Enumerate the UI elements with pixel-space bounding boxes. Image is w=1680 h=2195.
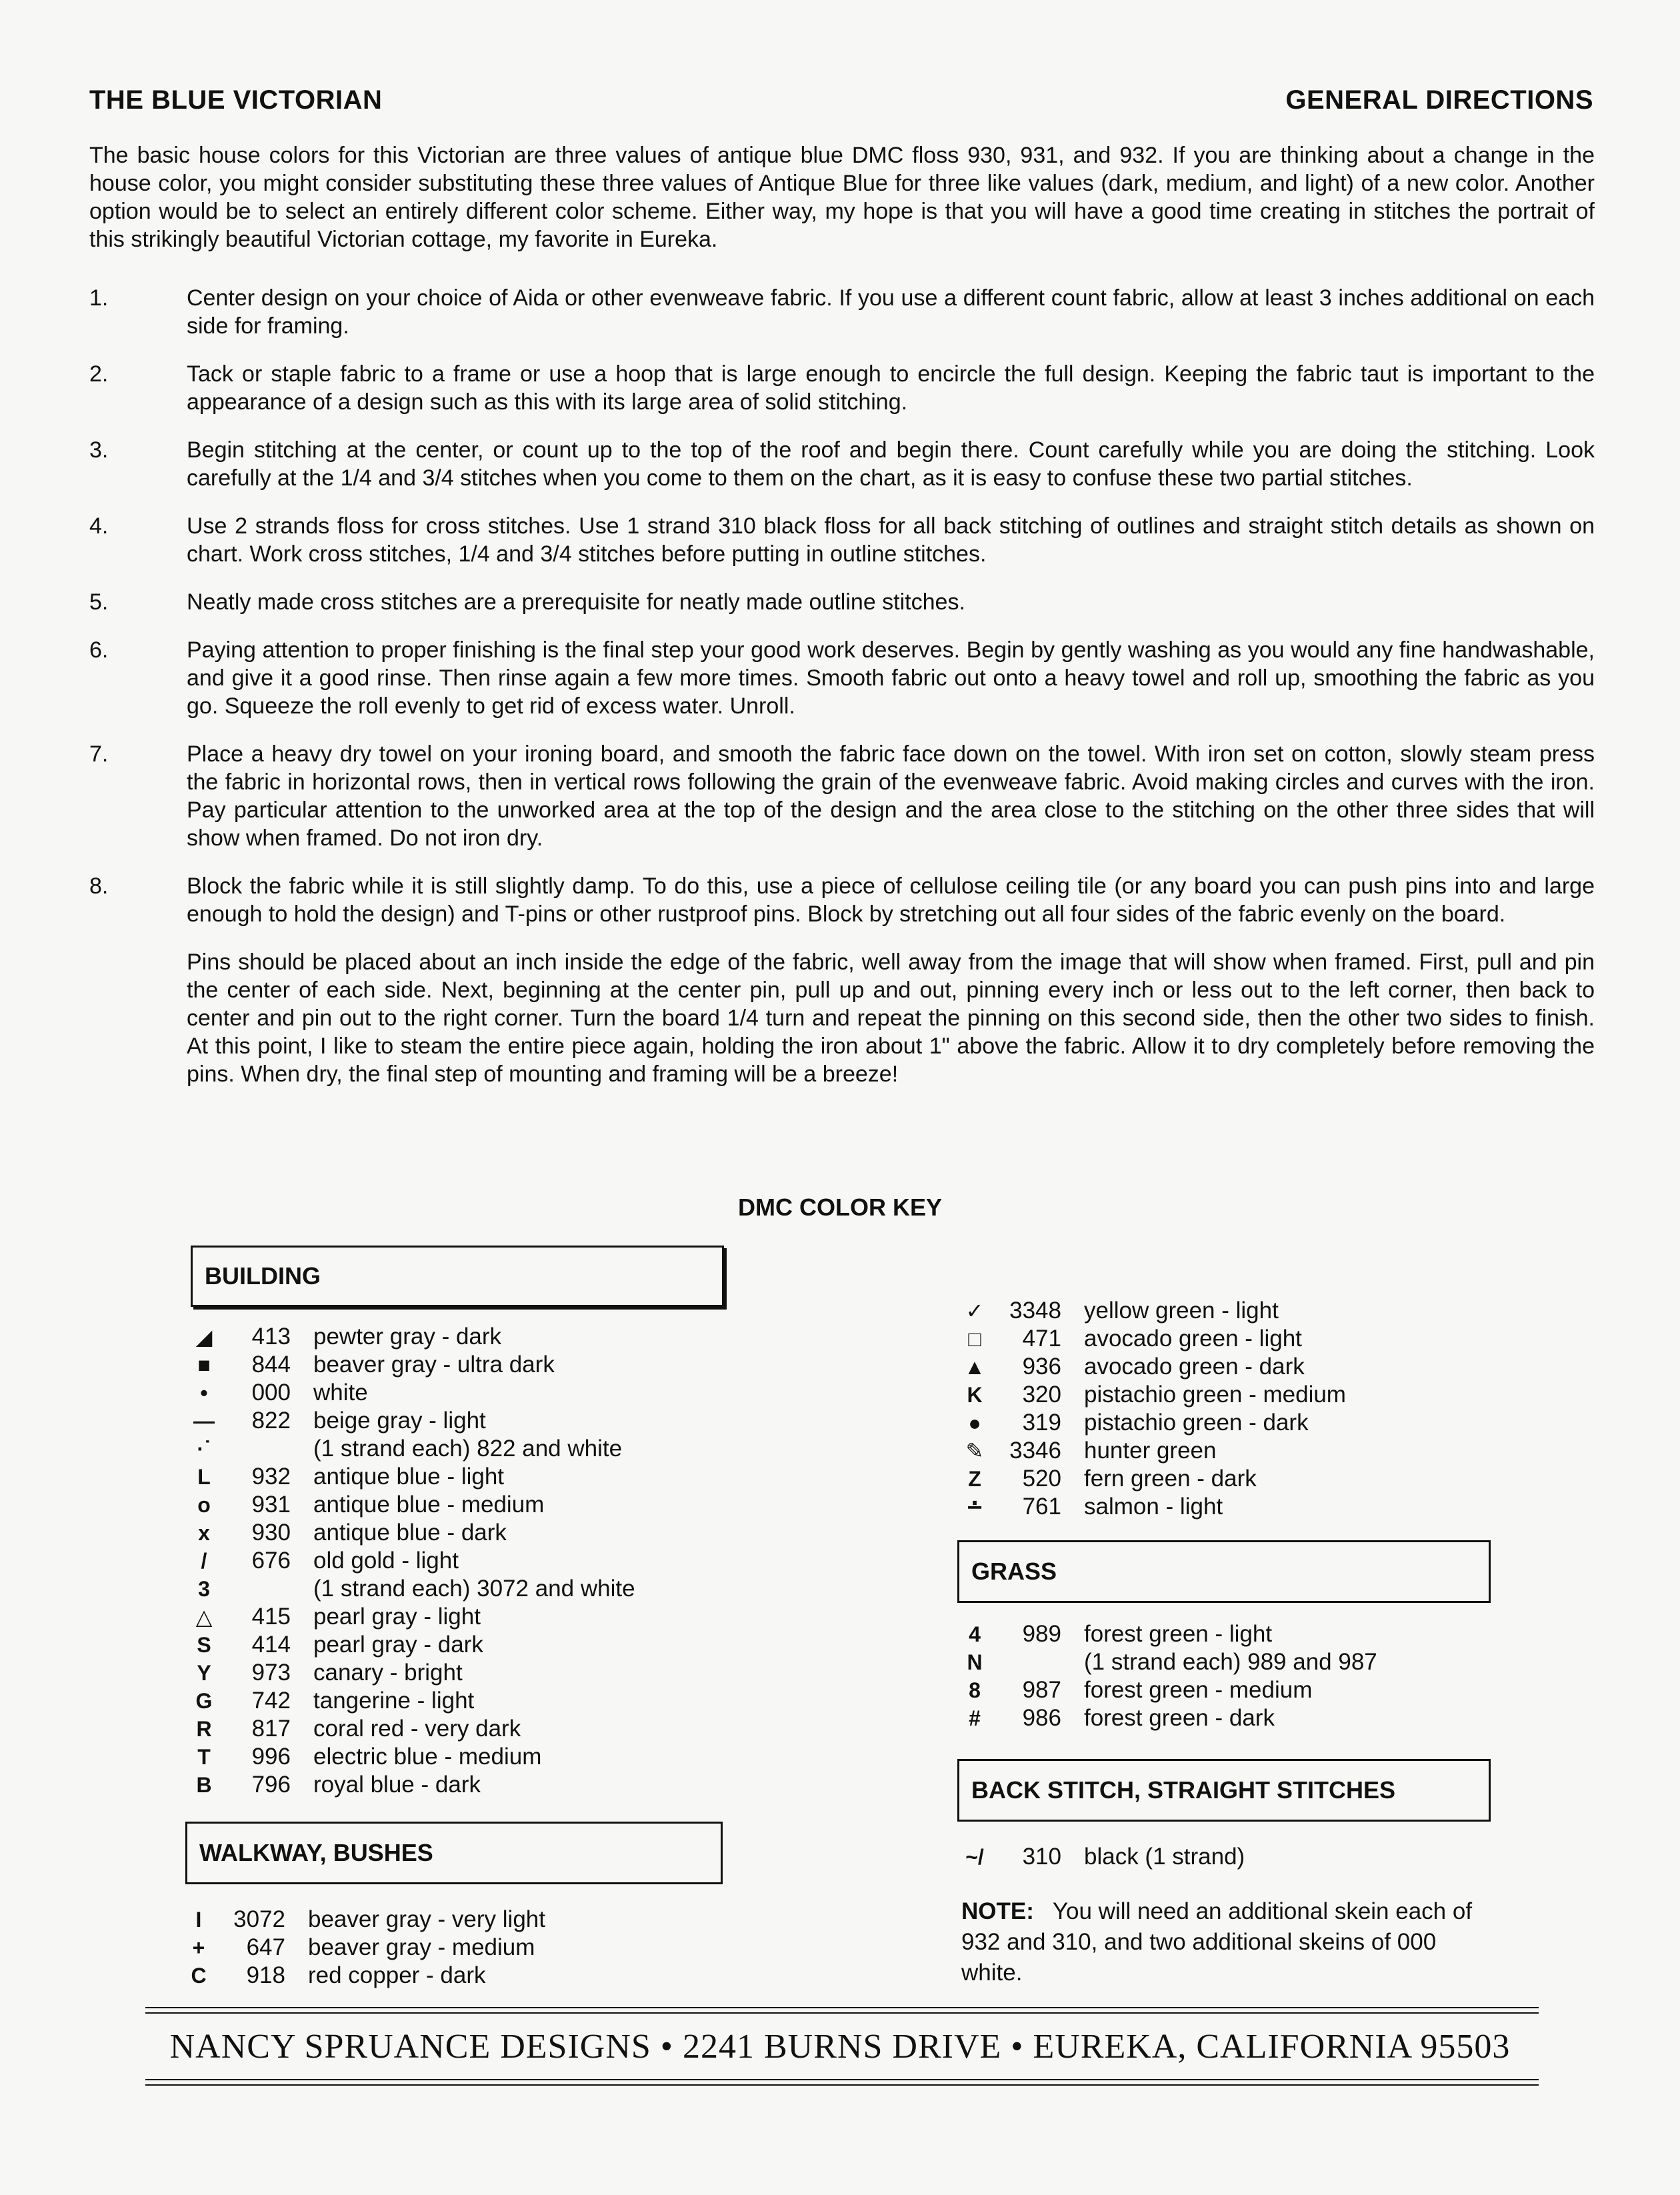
color-key-row [961, 1353, 1346, 1381]
direction-step [89, 436, 1595, 492]
color-name: pewter gray - dark [313, 1324, 502, 1350]
color-key-row [185, 1906, 545, 1934]
step-number: 1. [89, 285, 109, 311]
color-name: beaver gray - very light [308, 1906, 545, 1932]
dmc-number: 310 [1022, 1844, 1061, 1870]
trees-key-list [961, 1297, 1346, 1521]
dmc-number: 931 [251, 1492, 291, 1518]
color-key-row [191, 1771, 635, 1799]
color-name: pistachio green - dark [1084, 1410, 1309, 1436]
color-name: avocado green - light [1084, 1326, 1302, 1352]
dmc-number: 930 [251, 1520, 291, 1546]
stitch-symbol: G [195, 1688, 213, 1713]
color-name: beige gray - light [313, 1408, 486, 1434]
color-name: (1 strand each) 822 and white [313, 1436, 623, 1462]
color-name: coral red - very dark [313, 1716, 521, 1742]
color-key-row [961, 1843, 1245, 1871]
footer-rule-top-2 [145, 2012, 1539, 2014]
color-key-row [961, 1297, 1346, 1325]
dmc-number: 319 [1022, 1410, 1061, 1436]
step-number: 6. [89, 637, 109, 663]
color-key-row [191, 1323, 635, 1351]
grass-key-list [961, 1620, 1377, 1732]
grass-heading: GRASS [971, 1558, 1057, 1585]
footer-rule-top [145, 2007, 1539, 2008]
dmc-number: 471 [1022, 1326, 1061, 1352]
stitch-symbol: R [196, 1716, 212, 1741]
stitch-symbol: o [197, 1492, 211, 1517]
stitch-symbol: # [969, 1706, 981, 1730]
color-name: forest green - medium [1084, 1677, 1313, 1703]
color-name: antique blue - dark [313, 1520, 507, 1546]
step-text: Tack or staple fabric to a frame or use a hoop that is large enough to encircle the full design. Keeping the fabric taut is important to the appearance of a design such as this with its large area of solid stitching. [187, 361, 1595, 415]
footer-rule-bottom-2 [145, 2084, 1539, 2086]
color-key-row [961, 1648, 1377, 1676]
stitch-symbol: B [196, 1772, 212, 1797]
color-name: pearl gray - dark [313, 1632, 483, 1658]
color-key-row [191, 1519, 635, 1547]
color-name: avocado green - dark [1084, 1354, 1305, 1380]
dmc-number: 647 [246, 1934, 285, 1960]
color-key-row [961, 1676, 1377, 1704]
color-name: (1 strand each) 989 and 987 [1084, 1649, 1377, 1675]
stitch-symbol: I [195, 1907, 202, 1932]
color-name: old gold - light [313, 1548, 459, 1574]
step-text: Place a heavy dry towel on your ironing board, and smooth the fabric face down on the towel. With iron set on cotton, slowly steam press the fabric in horizontal rows, then in vertical rows following the grain of the evenweave fabric. Avoid making circles and curves with the iron. Pay particular attention to the unworked area at the top of the design and the area close to the stitching on the other three sides that will show when framed. Do not iron dry. [187, 741, 1595, 851]
document-title: THE BLUE VICTORIAN [89, 85, 383, 115]
dmc-number: 932 [251, 1464, 291, 1490]
dmc-number: 3346 [1009, 1438, 1061, 1464]
color-name: yellow green - light [1084, 1298, 1279, 1324]
dmc-number: 822 [251, 1408, 291, 1434]
color-key-row [191, 1407, 635, 1435]
direction-step [89, 284, 1595, 340]
color-key-row [191, 1547, 635, 1575]
color-name: pearl gray - light [313, 1604, 481, 1630]
stitch-symbol: ■ [197, 1352, 211, 1377]
stitch-symbol: △ [195, 1605, 213, 1629]
step-text: Center design on your choice of Aida or other evenweave fabric. If you use a different count fabric, allow at least 3 inches additional on each side for framing. [187, 285, 1595, 339]
stitch-symbol: L [197, 1464, 211, 1489]
dmc-number: 676 [251, 1548, 291, 1574]
backstitch-key-list [961, 1843, 1245, 1871]
stitch-symbol: C [191, 1963, 207, 1988]
color-name: canary - bright [313, 1660, 463, 1686]
color-key-row [185, 1962, 545, 1990]
grass-heading-box [957, 1540, 1491, 1603]
color-key-row [191, 1435, 635, 1463]
dmc-number: 520 [1022, 1466, 1061, 1492]
color-key-row [191, 1351, 635, 1379]
color-key-row [961, 1620, 1377, 1648]
stitch-symbol: ·˙ [197, 1436, 211, 1461]
stitch-symbol: N [967, 1650, 983, 1674]
color-name: pistachio green - medium [1084, 1382, 1346, 1408]
stitch-symbol: K [967, 1382, 983, 1407]
color-key-row [961, 1465, 1346, 1493]
step-number: 3. [89, 437, 109, 463]
stitch-symbol: ▲ [964, 1354, 985, 1379]
footer-address: NANCY SPRUANCE DESIGNS • 2241 BURNS DRIVE • EUREKA, CALIFORNIA 95503 [169, 2028, 1511, 2066]
building-heading-box [191, 1246, 724, 1307]
color-key-row [191, 1687, 635, 1715]
color-name: electric blue - medium [313, 1744, 542, 1770]
note-text: You will need an additional skein each of 932 and 310, and two additional skeins of 000 white. [961, 1898, 1473, 1986]
color-key-row [961, 1437, 1346, 1465]
dmc-number: 986 [1022, 1705, 1061, 1731]
dmc-number: 415 [251, 1604, 291, 1630]
stitch-symbol: ✓ [965, 1299, 984, 1323]
dmc-number: 844 [251, 1352, 291, 1378]
stitch-symbol: Z [968, 1466, 981, 1491]
dmc-number: 320 [1022, 1382, 1061, 1408]
dmc-number: 3348 [1009, 1298, 1061, 1324]
color-key-row [191, 1463, 635, 1491]
dmc-number: 000 [251, 1380, 291, 1406]
color-name: hunter green [1084, 1438, 1217, 1464]
stitch-symbol: ∸ [965, 1495, 984, 1519]
directions-list [89, 284, 1595, 1088]
walkway-key-list [185, 1906, 545, 1990]
color-key-row [191, 1603, 635, 1631]
step-text: Begin stitching at the center, or count up to the top of the roof and begin there. Count carefully while you are doing the stitching. Look carefully at the 1/4 and 3/4 stitches when you come to them on the chart, as it is easy to confuse these two partial stitches. [187, 437, 1595, 491]
backstitch-heading-box [957, 1759, 1491, 1822]
stitch-symbol: T [197, 1744, 211, 1769]
color-name: white [313, 1380, 368, 1406]
color-key-row [961, 1325, 1346, 1353]
dmc-number: 413 [251, 1324, 291, 1350]
footer-rule-bottom [145, 2079, 1539, 2080]
walkway-heading: WALKWAY, BUSHES [199, 1839, 433, 1866]
stitch-symbol: 3 [198, 1576, 210, 1601]
color-key-title: DMC COLOR KEY [738, 1194, 942, 1221]
color-name: antique blue - medium [313, 1492, 545, 1518]
stitch-symbol: ~/ [965, 1844, 984, 1869]
dmc-number: 761 [1022, 1494, 1061, 1520]
stitch-symbol: ◢ [195, 1325, 213, 1349]
backstitch-heading: BACK STITCH, STRAIGHT STITCHES [971, 1776, 1395, 1804]
stitch-symbol: — [193, 1408, 215, 1433]
color-name: royal blue - dark [313, 1772, 481, 1798]
step-text: Neatly made cross stitches are a prerequisite for neatly made outline stitches. [187, 589, 965, 615]
color-name: forest green - light [1084, 1621, 1273, 1647]
stitch-symbol: ● [968, 1410, 981, 1435]
direction-step [89, 636, 1595, 720]
step-text: Block the fabric while it is still slightly damp. To do this, use a piece of cellulose ceiling tile (or any board you can push pins into and large enough to hold the design) and T-pins or other rustproof pins. Block by stretching out all four sides of the fabric evenly on the board. [187, 873, 1595, 927]
color-name: black (1 strand) [1084, 1844, 1245, 1870]
note-label: NOTE: [961, 1898, 1034, 1924]
dmc-number: 3072 [233, 1906, 285, 1932]
dmc-number: 796 [251, 1772, 291, 1798]
step-number: 4. [89, 513, 109, 539]
color-key-row [191, 1743, 635, 1771]
color-name: red copper - dark [308, 1962, 486, 1988]
step-8-continuation: Pins should be placed about an inch inside the edge of the fabric, well away from the image that will show when framed. First, pull and pin the center of each side. Next, beginning at the center pin, pull up and out, pinning every inch or less out to the left corner, then back to center and pin out to the right corner. Turn the board 1/4 turn and repeat the pinning on this second side, then the other two sides to finish. At this point, I like to steam the entire piece again, holding the iron about 1" above the fabric. Allow it to dry completely before removing the pins. When dry, the final step of mounting and framing will be a breeze! [187, 949, 1595, 1087]
section-title: GENERAL DIRECTIONS [1285, 85, 1593, 115]
color-key-row [961, 1409, 1346, 1437]
building-heading: BUILDING [205, 1262, 321, 1290]
building-key-list [191, 1323, 635, 1799]
color-name: fern green - dark [1084, 1466, 1257, 1492]
dmc-number: 936 [1022, 1354, 1061, 1380]
color-name: antique blue - light [313, 1464, 505, 1490]
direction-step [89, 512, 1595, 568]
color-key-row [961, 1704, 1377, 1732]
dmc-number: 742 [251, 1688, 291, 1714]
stitch-symbol: 8 [969, 1678, 981, 1702]
dmc-number: 987 [1022, 1677, 1061, 1703]
direction-step [89, 740, 1595, 852]
direction-step [89, 588, 1595, 616]
color-key-row [191, 1631, 635, 1659]
stitch-symbol: □ [968, 1326, 981, 1351]
stitch-symbol: ✎ [965, 1439, 984, 1463]
stitch-symbol: x [198, 1520, 210, 1545]
stitch-symbol: Y [197, 1660, 211, 1685]
stitch-symbol: • [200, 1380, 208, 1405]
direction-step [89, 872, 1595, 928]
step-number: 8. [89, 873, 109, 899]
color-key-row [191, 1575, 635, 1603]
color-name: forest green - dark [1084, 1705, 1275, 1731]
note-block [961, 1896, 1481, 1988]
color-key-row [191, 1379, 635, 1407]
stitch-symbol: + [192, 1935, 205, 1960]
color-name: salmon - light [1084, 1494, 1223, 1520]
color-key-row [191, 1659, 635, 1687]
color-key-row [185, 1934, 545, 1962]
color-key-row [961, 1493, 1346, 1521]
step-text: Paying attention to proper finishing is the final step your good work deserves. Begin by gently washing as you would any fine handwashable, and give it a good rinse. Then rinse again a few more times. Smooth fabric out onto a heavy towel and roll up, smoothing the fabric as you go. Squeeze the roll evenly to get rid of excess water. Unroll. [187, 637, 1595, 719]
dmc-number: 996 [251, 1744, 291, 1770]
color-name: beaver gray - ultra dark [313, 1352, 555, 1378]
color-name: beaver gray - medium [308, 1934, 535, 1960]
intro-paragraph: The basic house colors for this Victorian are three values of antique blue DMC floss 930, 931, and 932. If you are thinking about a change in the house color, you might consider substituting these three values of Antique Blue for three like values (dark, medium, and light) of a new color. Another option would be to select an entirely different color scheme. Either way, my hope is that you will have a good time creating in stitches the portrait of this strikingly beautiful Victorian cottage, my favorite in Eureka. [89, 143, 1595, 252]
stitch-symbol: 4 [969, 1622, 981, 1646]
color-name: tangerine - light [313, 1688, 475, 1714]
step-number: 2. [89, 361, 109, 387]
step-number: 5. [89, 589, 109, 615]
stitch-symbol: S [197, 1632, 211, 1657]
dmc-number: 989 [1022, 1621, 1061, 1647]
direction-step [89, 360, 1595, 416]
dmc-number: 817 [251, 1716, 291, 1742]
dmc-number: 973 [251, 1660, 291, 1686]
color-key-row [961, 1381, 1346, 1409]
stitch-symbol: / [201, 1548, 207, 1573]
step-number: 7. [89, 741, 109, 767]
color-key-row [191, 1715, 635, 1743]
step-text: Use 2 strands floss for cross stitches. Use 1 strand 310 black floss for all back stitching of outlines and straight stitch details as shown on chart. Work cross stitches, 1/4 and 3/4 stitches before putting in outline stitches. [187, 513, 1595, 567]
color-name: (1 strand each) 3072 and white [313, 1576, 635, 1602]
walkway-heading-box [185, 1822, 723, 1884]
color-key-row [191, 1491, 635, 1519]
dmc-number: 414 [251, 1632, 291, 1658]
dmc-number: 918 [246, 1962, 285, 1988]
